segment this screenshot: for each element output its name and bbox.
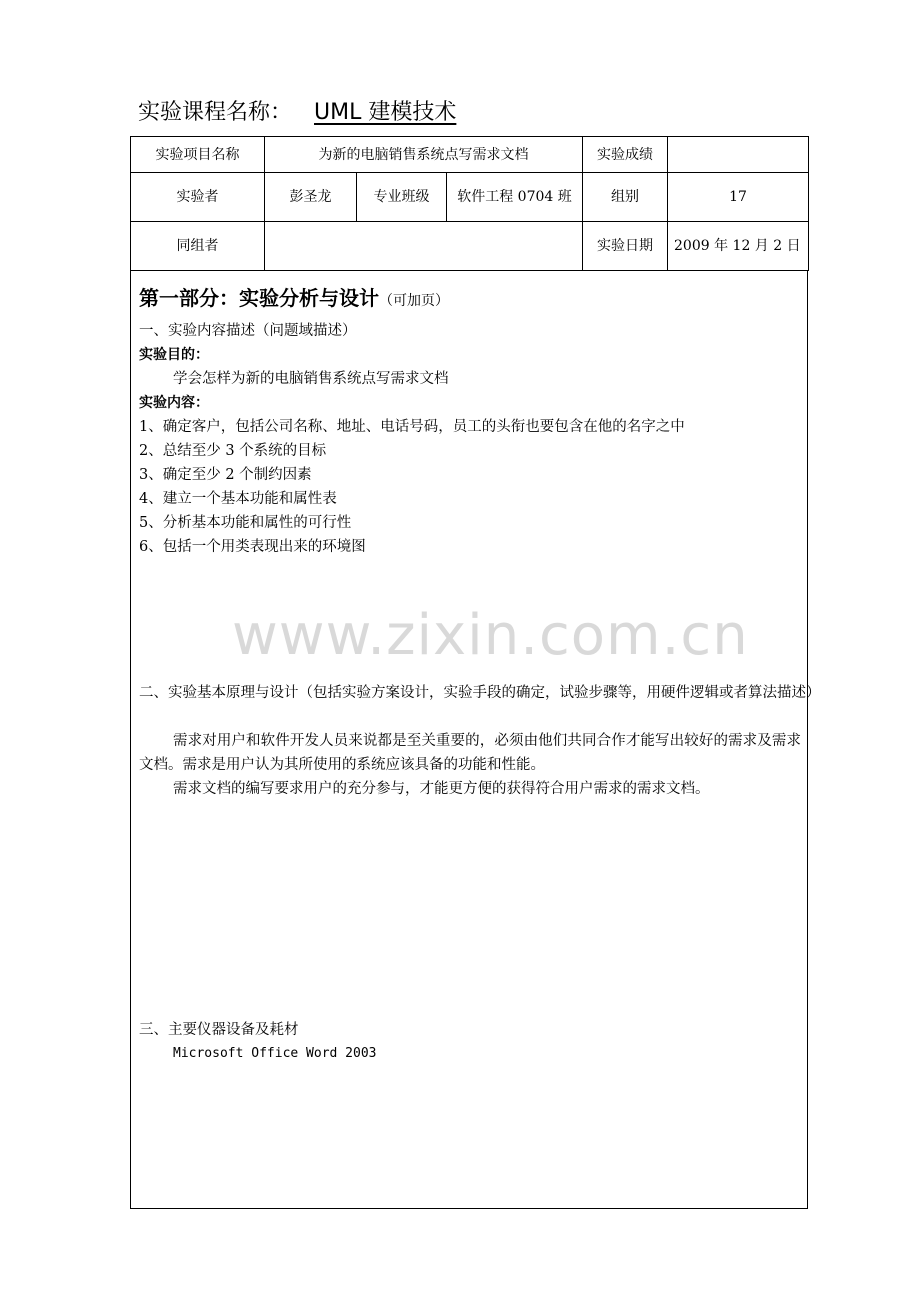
part1-title-note: （可加页） [379, 293, 449, 309]
class-label: 专业班级 [357, 173, 447, 222]
section1-heading: 一、实验内容描述（问题域描述） [139, 323, 357, 339]
date-value: 2009 年 12 月 2 日 [668, 222, 809, 271]
course-title [138, 96, 478, 130]
purpose-label: 实验目的： [139, 347, 209, 363]
content-item: 5、分析基本功能和属性的可行性 [139, 515, 352, 531]
content-item: 1、确定客户，包括公司名称、地址、电话号码，员工的头衔也要包含在他的名字之中 [139, 419, 685, 435]
content-label: 实验内容： [139, 395, 209, 411]
part1-title [139, 284, 449, 315]
date-label: 实验日期 [583, 222, 668, 271]
experimenter-label: 实验者 [131, 173, 265, 222]
purpose-text: 学会怎样为新的电脑销售系统点写需求文档 [173, 371, 449, 387]
info-table [130, 136, 809, 271]
project-label: 实验项目名称 [131, 137, 265, 173]
group-value: 17 [668, 173, 809, 222]
project-value: 为新的电脑销售系统点写需求文档 [265, 137, 583, 173]
content-item: 6、包括一个用类表现出来的环境图 [139, 539, 366, 555]
content-item: 2、总结至少 3 个系统的目标 [139, 443, 327, 459]
course-name: UML 建模技术 [314, 100, 457, 125]
class-value: 软件工程 0704 班 [447, 173, 583, 222]
group-label: 组别 [583, 173, 668, 222]
section2-para2: 需求文档的编写要求用户的充分参与，才能更方便的获得符合用户需求的需求文档。 [173, 781, 710, 797]
section3-item: Microsoft Office Word 2003 [173, 1046, 377, 1061]
experimenter-value: 彭圣龙 [265, 173, 357, 222]
content-item: 3、确定至少 2 个制约因素 [139, 467, 312, 483]
content-box [130, 270, 821, 1209]
section2-para1: 需求对用户和软件开发人员来说都是至关重要的，必须由他们共同合作才能写出较好的需求及需求文档。需求是用户认为其所使用的系统应该具备的功能和性能。 [139, 733, 801, 773]
partners-label: 同组者 [131, 222, 265, 271]
section3-heading: 三、主要仪器设备及耗材 [139, 1022, 299, 1038]
content-item: 4、建立一个基本功能和属性表 [139, 491, 337, 507]
grade-label: 实验成绩 [583, 137, 668, 173]
section2-heading: 二、实验基本原理与设计（包括实验方案设计，实验手段的确定，试验步骤等，用硬件逻辑或者算法描述） [139, 685, 821, 701]
part1-title-text: 第一部分：实验分析与设计 [139, 286, 379, 310]
watermark-text: www.zixin.com.cn [232, 603, 749, 668]
grade-value [668, 137, 809, 173]
partners-value [265, 222, 583, 271]
course-label: 实验课程名称： [138, 100, 293, 125]
